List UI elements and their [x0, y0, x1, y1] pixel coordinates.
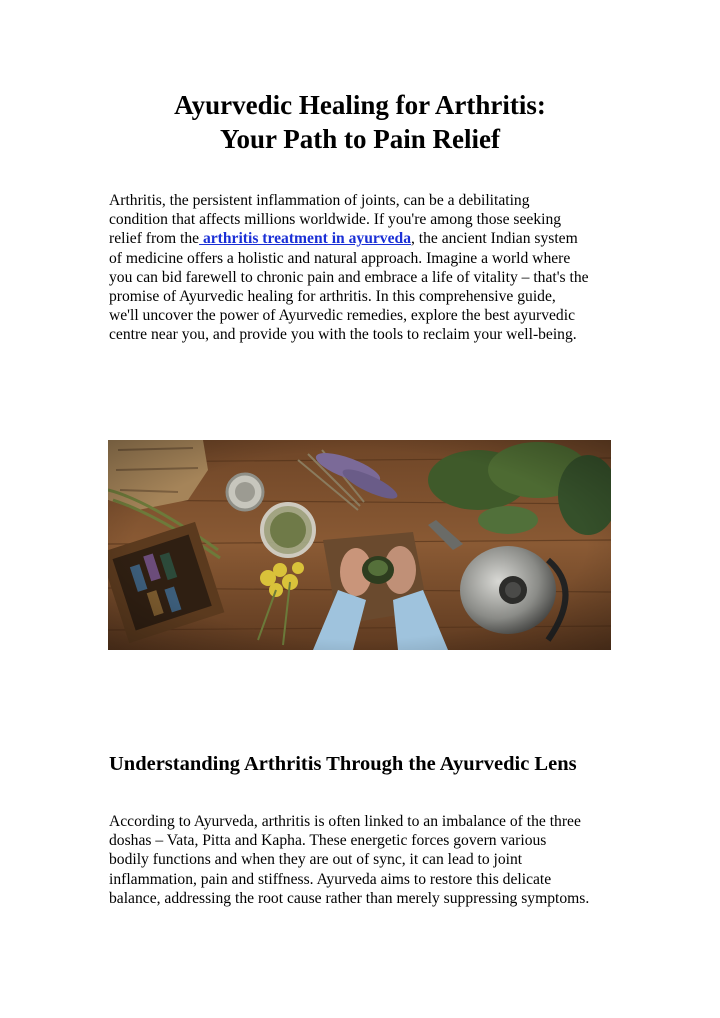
- herbs-illustration: [108, 440, 611, 650]
- title-line-1: Ayurvedic Healing for Arthritis:: [174, 90, 546, 120]
- intro-line: Arthritis, the persistent inflammation of joints, can be a debilitating: [109, 192, 530, 209]
- section-line: inflammation, pain and stiffness. Ayurveda aims to restore this delicate: [109, 870, 552, 888]
- intro-line: of medicine offers a holistic and natural approach. Imagine a world where: [109, 249, 571, 267]
- page-title: [0, 88, 720, 156]
- section-paragraph: [109, 812, 619, 908]
- arthritis-treatment-link[interactable]: arthritis treatment in ayurveda: [199, 230, 411, 248]
- intro-line: we'll uncover the power of Ayurvedic remedies, explore the best ayurvedic: [109, 307, 575, 325]
- intro-paragraph: [109, 191, 619, 345]
- intro-text-after-link: , the ancient Indian system: [411, 230, 578, 248]
- intro-line-with-link: [109, 229, 619, 248]
- intro-text-before-link: relief from the: [109, 230, 200, 248]
- ayurvedic-herbs-photo: [108, 440, 611, 650]
- intro-line: condition that affects millions worldwide. If you're among those seeking: [109, 211, 562, 229]
- title-line-2: Your Path to Pain Relief: [220, 124, 500, 154]
- section-line: According to Ayurveda, arthritis is often linked to an imbalance of the three: [109, 813, 581, 830]
- section-line: doshas – Vata, Pitta and Kapha. These energetic forces govern various: [109, 832, 547, 850]
- section-line: balance, addressing the root cause rather than merely suppressing symptoms.: [109, 889, 590, 907]
- intro-line: you can bid farewell to chronic pain and embrace a life of vitality – that's the: [109, 268, 589, 286]
- section-line: bodily functions and when they are out of sync, it can lead to joint: [109, 851, 523, 869]
- intro-line: centre near you, and provide you with the tools to reclaim your well-being.: [109, 326, 577, 344]
- section-heading: Understanding Arthritis Through the Ayurvedic Lens: [109, 753, 577, 775]
- intro-line: promise of Ayurvedic healing for arthritis. In this comprehensive guide,: [109, 288, 556, 306]
